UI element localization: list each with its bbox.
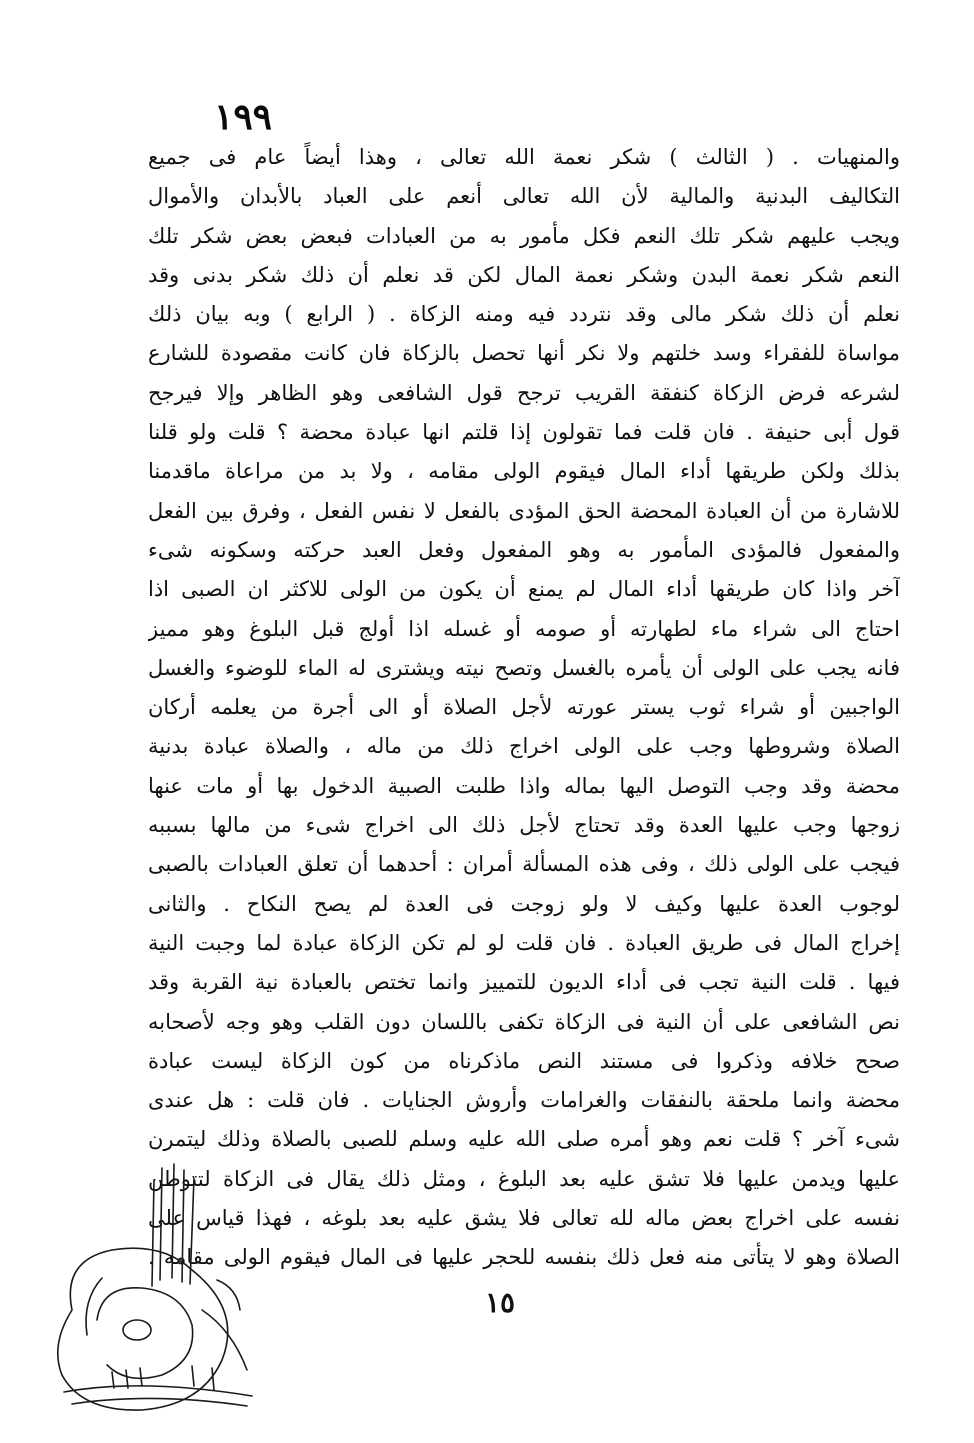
text-line: محضة وقد وجب التوصل اليها بماله واذا طلبت الصبية الدخول بها أو مات عنها: [148, 773, 900, 798]
text-line: صحح خلافه وذكروا فى مستند النص ماذكرناه من كون الزكاة ليست عبادة: [148, 1048, 900, 1073]
text-line: ويجب عليهم شكر تلك النعم فكل مأمور به من العبادات فبعض بعض شكر تلك: [148, 223, 900, 248]
text-line: قول أبى حنيفة . فان قلت فما تقولون إذا قلتم انها عبادة محضة ؟ قلت ولو قلنا: [148, 420, 900, 445]
text-line: إخراج المال فى طريق العبادة . فان قلت لو لم تكن الزكاة عبادة لما وجبت النية: [148, 930, 900, 955]
text-line: الصلاة وشروطها وجب على الولى اخراج ذلك من ماله ، والصلاة عبادة بدنية: [148, 734, 900, 759]
text-line: النعم شكر نعمة البدن وشكر نعمة المال لكن قد نعلم أن ذلك شكر بدنى وقد: [148, 262, 900, 287]
text-line: فيجب على الولى ذلك ، وفى هذه المسألة أمران : أحدهما أن تعلق العبادات بالصبى: [148, 852, 900, 877]
text-line: فانه يجب على الولى أن يأمره بالغسل وتصح نيته ويشترى له الماء للوضوء والغسل: [148, 655, 900, 680]
text-line: احتاج الى شراء ماء لطهارته أو صومه أو غسله اذا أولج قبل البلوغ وهو مميز: [148, 616, 900, 641]
text-line: زوجها وجب عليها العدة وقد تحتاج لأجل ذلك الى اخراج شىء من مالها بسببه: [148, 813, 900, 838]
text-line: فيها . قلت النية تجب فى أداء الديون للتمييز وانما تختص بالعبادة نية القربة وقد: [148, 970, 900, 995]
text-line: الواجبين أو شراء ثوب يستر عورته لأجل الصلاة أو الى أجرة من يعلمه أركان: [148, 695, 900, 720]
text-line: مواساة للفقراء وسد خلتهم ولا نكر أنها تحصل بالزكاة فان كانت مقصودة للشارع: [148, 341, 900, 366]
text-line: والمنهيات . ( الثالث ) شكر نعمة الله تعالى ، وهذا أيضاً عام فى جميع: [148, 145, 900, 169]
text-line: والمفعول فالمؤدى المأمور به وهو المفعول وفعل العبد حركته وسكونه شىء: [148, 537, 900, 562]
text-line: نعلم أن ذلك شكر مالى وقد نتردد فيه ومنه الزكاة . ( الرابع ) وبه بيان ذلك: [148, 302, 900, 327]
text-line: لشرعه فرض الزكاة كنفقة القريب ترجح قول الشافعى وهو الظاهر وإلا فيرجح: [148, 380, 900, 405]
text-line: آخر واذا كان طريقها أداء المال لم يمنع أن يكون من الولى للاكثر ان الصبى اذا: [148, 577, 900, 602]
text-line: التكاليف البدنية والمالية لأن الله تعالى أنعم على العباد بالأبدان والأموال: [148, 184, 900, 209]
text-line: نص الشافعى على أن النية فى الزكاة تكفى باللسان دون القلب وهو وجه لأصحابه: [148, 1009, 900, 1034]
body-text: [148, 138, 900, 1278]
text-line: بذلك ولكن طريقها أداء المال فيقوم الولى مقامه ، ولا بد من مراعاة ماقدمنا: [148, 459, 900, 484]
text-line: شىء آخر ؟ قلت نعم وهو أمره صلى الله عليه وسلم للصبى بالصلاة وذلك ليتمرن: [148, 1127, 900, 1152]
text-line: عليها ويدمن عليها فلا تشق عليه بعد البلوغ ، ومثل ذلك يقال فى الزكاة لتتوطن: [148, 1166, 900, 1191]
printed-page-number: ١٥: [484, 1286, 516, 1319]
text-line: محضة وانما ملحقة بالنفقات والغرامات وأروش الجنايات . فان قلت : هل عندى: [148, 1088, 900, 1113]
text-line: نفسه على اخراج بعض ماله لله تعالى فلا يشق عليه بعد بلوغه ، فهذا قياس على: [148, 1206, 900, 1231]
text-line: لوجوب العدة عليها وكيف لا ولو زوجت فى العدة لم يصح النكاح . والثانى: [148, 891, 900, 916]
handwritten-page-number: ١٩٩: [214, 96, 273, 138]
calligraphic-seal: [42, 1160, 272, 1420]
text-line: للاشارة من أن العبادة المحضة الحق المؤدى بالفعل لا نفس الفعل ، وفرق بين الفعل: [148, 498, 900, 523]
text-line: الصلاة وهو لا يتأتى منه فعل ذلك بنفسه للحجر عليها فى المال فيقوم الولى مقامه .: [148, 1245, 900, 1270]
